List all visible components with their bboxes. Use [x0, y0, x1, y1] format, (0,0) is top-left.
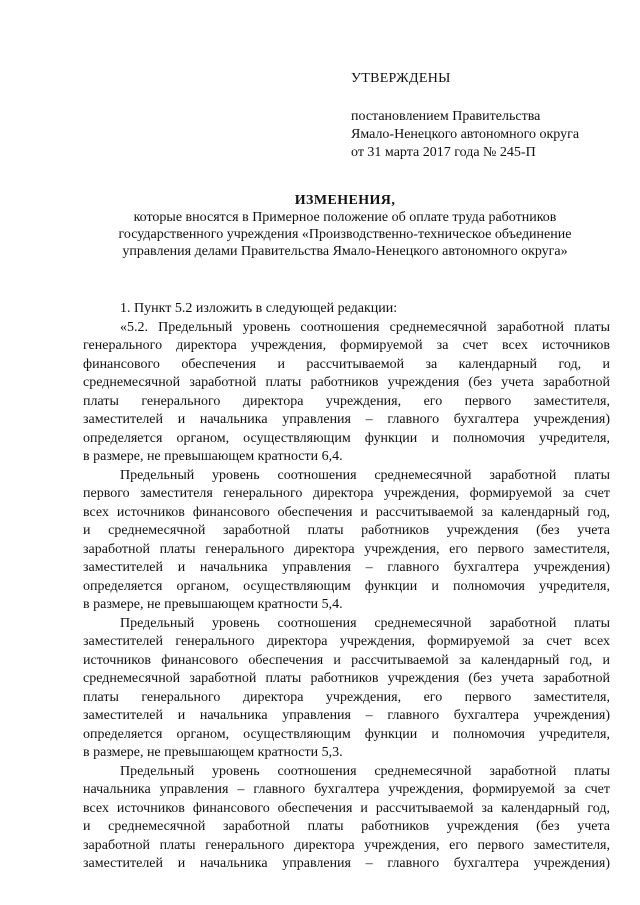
paragraph-line: финансового обеспечения и рассчитываемой за календарный год, и [83, 356, 610, 372]
document-title: ИЗМЕНЕНИЯ, [294, 193, 396, 208]
document-subtitle-line: государственного учреждения «Производственно-техническое объединение [118, 227, 572, 242]
paragraph-line: определяется органом, осуществляющим функции и полномочия учредителя, [83, 578, 610, 594]
paragraph-line: платы генерального директора учреждения, его первого заместителя, [83, 393, 610, 409]
intro-line: 1. Пункт 5.2 изложить в следующей редакции: [120, 301, 398, 316]
paragraph-line: генерального директора учреждения, формируемой за счет всех источников [83, 338, 610, 353]
paragraph-line: в размере, не превышающем кратности 5,4. [83, 597, 343, 612]
paragraph-line: всех источников финансового обеспечения и рассчитываемой за календарный год, [83, 800, 610, 816]
paragraph-line: заместителей и начальника управления – главного бухгалтера учреждения) [83, 560, 610, 575]
paragraph-line: платы генерального директора учреждения, его первого заместителя, [83, 689, 610, 705]
approval-stamp-block [351, 70, 621, 162]
paragraph-line: первого заместителя генерального директора учреждения, формируемой за счет [83, 486, 610, 501]
paragraph-line: Предельный уровень соотношения среднемесячной заработной платы [120, 615, 610, 631]
paragraph-line: определяется органом, осуществляющим функции и полномочия учредителя, [83, 726, 610, 742]
paragraph-line: определяется органом, осуществляющим функции и полномочия учредителя, [83, 430, 610, 446]
paragraph-line: Предельный уровень соотношения среднемесячной заработной платы [120, 763, 610, 779]
paragraph-line: заместителей и начальника управления – главного бухгалтера учреждения) [83, 412, 610, 427]
paragraph-line: среднемесячной заработной платы работников учреждения (без учета заработной [83, 671, 610, 686]
document-subtitle-line: управления делами Правительства Ямало-Ненецкого автономного округа» [122, 244, 568, 259]
document-title-block [80, 192, 610, 260]
paragraph-line: заместителей генерального директора учреждения, формируемой за счет всех [83, 634, 610, 649]
approved-line: постановлением Правительства [351, 109, 541, 124]
paragraph-line: и среднемесячной заработной платы работников учреждения (без учета [83, 819, 610, 834]
paragraph-line: «5.2. Предельный уровень соотношения среднемесячной заработной платы [120, 319, 610, 335]
paragraph-line: начальника управления – главного бухгалтера учреждения, формируемой за счет [83, 782, 610, 797]
paragraph-line: в размере, не превышающем кратности 5,3. [83, 745, 343, 760]
paragraph-deputies [83, 615, 610, 763]
paragraph-line: и среднемесячной заработной платы работников учреждения (без учета [83, 523, 610, 538]
document-subtitle-line: которые вносятся в Примерное положение об оплате труда работников [133, 210, 557, 225]
paragraph-first-deputy [83, 467, 610, 615]
approved-title: УТВЕРЖДЕНЫ [351, 71, 451, 86]
approved-line: Ямало-Ненецкого автономного округа [351, 127, 580, 142]
document-body [83, 300, 610, 874]
paragraph-line: в размере, не превышающем кратности 6,4. [83, 449, 343, 464]
paragraph-line: среднемесячной заработной платы работников учреждения (без учета заработной [83, 375, 610, 390]
approved-line: от 31 марта 2017 года № 245-П [351, 145, 536, 160]
paragraph-line: Предельный уровень соотношения среднемесячной заработной платы [120, 467, 610, 483]
paragraph-line: заместителей и начальника управления – главного бухгалтера учреждения) [83, 856, 610, 871]
paragraph-line: источников финансового обеспечения и рассчитываемой за календарный год, и [83, 652, 610, 668]
paragraph-line: заработной платы генерального директора учреждения, его первого заместителя, [83, 837, 610, 853]
paragraph-chief-accountant [83, 763, 610, 874]
paragraph-line: заместителей и начальника управления – главного бухгалтера учреждения) [83, 708, 610, 723]
paragraph-line: всех источников финансового обеспечения и рассчитываемой за календарный год, [83, 504, 610, 520]
paragraph-line: заработной платы генерального директора учреждения, его первого заместителя, [83, 541, 610, 557]
paragraph-5-2-director [83, 319, 610, 467]
